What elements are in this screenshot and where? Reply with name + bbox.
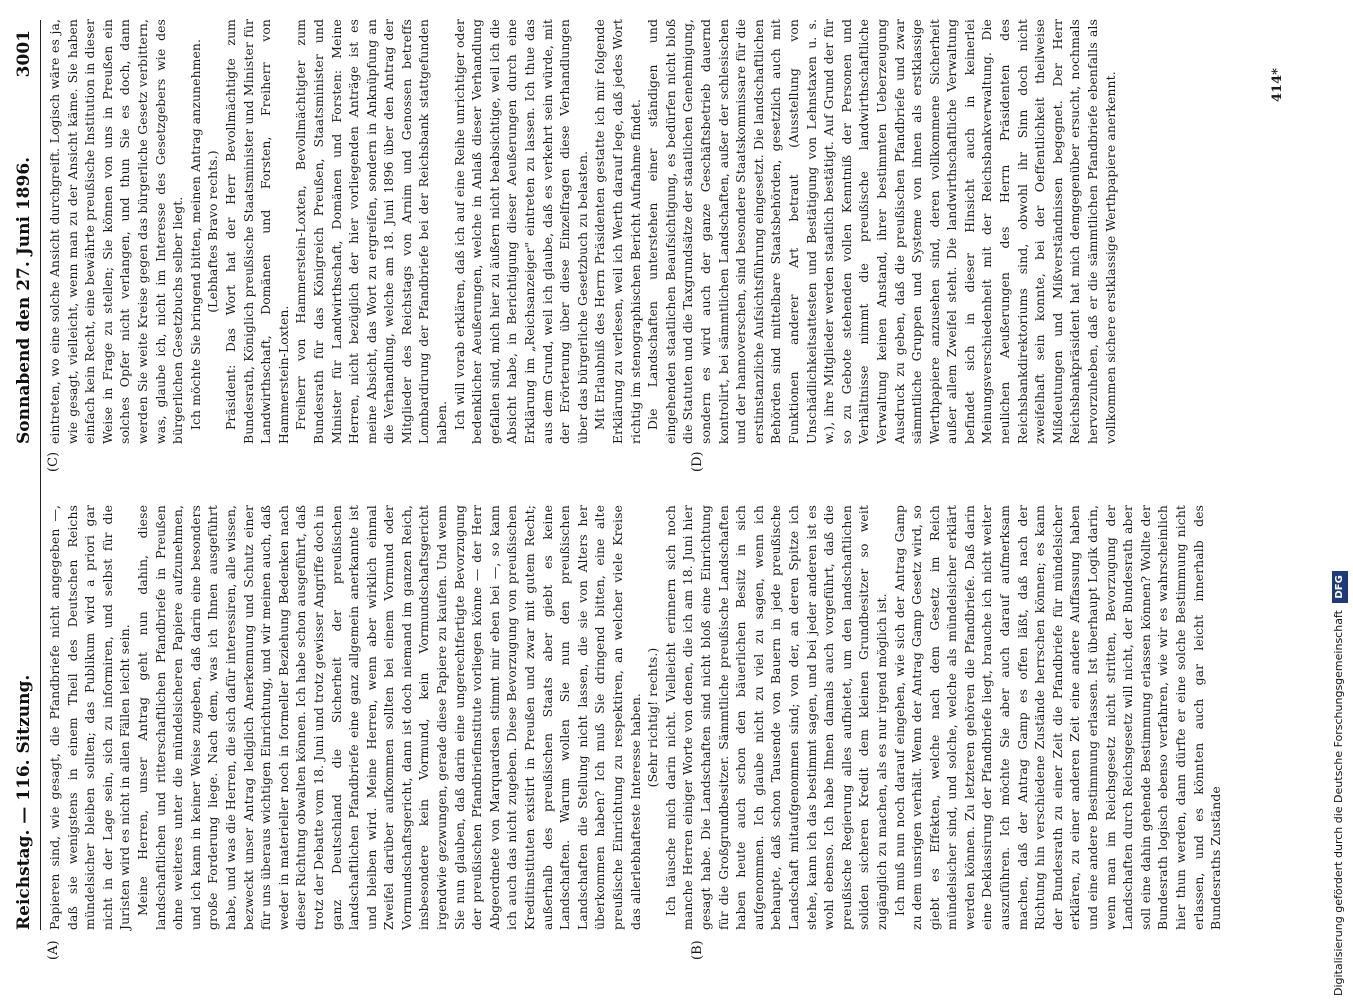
signature-mark: 414* <box>1270 68 1285 102</box>
speaker-paragraph: Präsident: Das Wort hat der Herr Bevollmächtigte zum Bundesrath, Königlich preußische Staatsminister und Minister für Landwirthschaft, Domänen und Forsten, Freiherr von Hammerstein-Loxten. <box>222 19 291 444</box>
running-head <box>8 30 42 930</box>
page-number: 3001 <box>14 30 34 78</box>
credit-text: Digitalisierung gefördert durch die Deutsche Forschungsgemeinschaft <box>1332 610 1345 996</box>
dfg-logo: DFG <box>1332 571 1348 602</box>
speaker-paragraph: Freiherr von Hammerstein-Loxten, Bevollmächtigter zum Bundesrath für das Königreich Preußen, Staatsminister und Minister für Landwirthschaft, Domänen und Forsten: Meine Herren, nicht bezüglich der hier vorliegenden Anträge ist es meine Absicht, das Wort zu ergreifen, sondern in Anknüpfung an die Verhandlung, welche am 18. Juni 1896 über den Antrag der Mitglieder des Reichstags von Arnim und Genossen betreffs Lombardirung der Pfandbriefe bei der Reichsbank stattgefunden haben. <box>293 19 450 444</box>
paragraph: Papieren sind, wie gesagt, die Pfandbriefe nicht angegeben —, daß sie wenigstens in einem Theil des Deutschen Reichs mündelsicher bleiben sollten; das Publikum wird a priori gar nicht in der Lage sein, sich zu informiren, und selbst für die Juristen wird es nicht in allen Fällen leicht sein. <box>47 505 133 930</box>
right-column <box>46 19 1276 444</box>
interjection: (Sehr richtig! rechts.) <box>645 647 661 788</box>
header-rule <box>40 20 41 930</box>
margin-mark-c: (C) <box>46 451 61 472</box>
paragraph: eintreten, wo eine solche Ansicht durchgreift. Logisch wäre es ja, wie gesagt, vielleicht, wenn man zu der Ansicht käme. Sie haben einfach kein Recht, eine bewährte preußische Institution in dieser Weise in Frage zu stellen; Sie können von uns in Preußen ein solches Opfer nicht verlangen, und thun Sie es doch, dann werden Sie weite Kreise gegen das bürgerliche Gesetz verbittern, was, glaube ich, nicht im Interesse des Gesetzgebers wie des bürgerlichen Gesetzbuchs selber liegt. <box>47 19 186 444</box>
digitization-credit <box>1328 6 1350 996</box>
margin-mark-b: (B) <box>690 940 705 960</box>
margin-mark-d: (D) <box>690 451 705 472</box>
left-column <box>46 505 1276 930</box>
paragraph: Ich muß nun noch darauf eingehen, wie sich der Antrag Gamp zu dem unsrigen verhält. Wenn der Antrag Gamp Gesetz wird, so giebt es Effekten, welche nach dem Gesetz im Reich mündelsicher sind, und solche, welche als mündelsicher erklärt werden können. Zu letzteren gehören die Pfandbriefe. Daß darin eine Deklassirung der Pfandbriefe liegt, brauche ich nicht weiter auszuführen. Ich möchte Sie aber auch darauf aufmerksam machen, daß der Antrag Gamp es offen läßt, daß nach der Richtung hin verschiedene Zustände herrschen können; es kann der Bundesrath zu einer Zeit die Pfandbriefe für mündelsicher erklären, zu einer anderen Zeit eine andere Auffassung haben und eine andere Bestimmung erlassen. Ist überhaupt Logik darin, wenn man im Reichsgesetz nicht stritten, Bevorzugung der Landschaften durch Reichsgesetz will nicht, der Bundesrath aber soll eine dahin gehende Bestimmung erlassen können? Wollte der Bundesrath logisch ebenso verfahren, wie wir es wahrscheinlich hier thun werden, dann dürfte er eine solche Bestimmung nicht erlassen, und es könnten auch gar leicht innerhalb des Bundesraths Zustände <box>891 505 1224 930</box>
margin-mark-a: (A) <box>46 940 61 960</box>
paragraph: Mit Erlaubniß des Herrn Präsidenten gestatte ich mir folgende Erklärung zu verlesen, weil ich Werth darauf lege, daß jedes Wort richtig im stenographischen Bericht Aufnahme findet. <box>592 19 643 444</box>
paragraph: Ich möchte Sie bringend bitten, meinen Antrag anzunehmen. <box>187 38 203 430</box>
running-head-left: Reichstag. — 116. Sitzung. <box>14 674 34 930</box>
paragraph: Die Landschaften unterstehen einer ständigen und eingehenden staatlichen Beaufsichtigung, es bedürfen nicht bloß die Statuten und die Taxgrundsätze der staatlichen Genehmigung, sondern es wird auch der ganze Geschäftsbetrieb dauernd kontrolirt, bei sämmtlichen Landschaften, außer der schlesischen und der hannoverschen, sind besondere Staatskommissare für die erstinstanzliche Aufsichtsführung eingesetzt. Die landschaftlichen Behörden sind mittelbare Staatsbehörden, gesetzlich auch mit Funktionen anderer Art betraut (Ausstellung von Unschädlichkeitsattesten und Bestätigung von Lehnstaxen u. s. w.), ihre Mitglieder werden staatlich bestätigt. Auf Grund der für so zu Gebote stehenden vollen Kenntniß der Personen und Verhältnisse nimmt die preußische landwirthschaftliche Verwaltung keinen Anstand, ihrer bestimmten Ueberzeugung Ausdruck zu geben, daß die preußischen Pfandbriefe und zwar sämmtliche Gruppen und Systeme von ihnen als erstklassige Werthpapiere anzusehen sind, deren vollkommene Sicherheit außer allem Zweifel steht. Die landwirthschaftliche Verwaltung befindet sich in dieser Hinsicht auch in keinerlei Meinungsverschiedenheit mit der Reichsbankverwaltung. Die neulichen Aeußerungen des Herrn Präsidenten des Reichsbankdirektoriums sind, obwohl ihr Sinn doch nicht zweifelhaft sein konnte, bei der Oeffentlichkeit theilweise Mißdeutungen und Mißverständnissen begegnet. Der Herr Reichsbankpräsident hat mich demgegenüber ersucht, nochmals hervorzuheben, daß er die sämmtlichen Pfandbriefe ebenfalls als vollkommen sichere erstklassige Werthpapiere anerkennt. <box>645 19 1118 444</box>
paragraph: Ich täusche mich darin nicht. Vielleicht erinnern sich noch manche Herren einiger Worte von denen, die ich am 18. Juni hier gesagt habe. Die Landschaften sind nicht bloß eine Einrichtung für die Großgrundbesitzer. Sämmtliche preußische Landschaften haben heute auch schon den bäuerlichen Besitz in sich aufgenommen. Ich glaube nicht zu viel zu sagen, wenn ich behaupte, daß schon Tausende von Bauern in jede preußische Landschaft mitaufgenommen sind; von der, an deren Spitze ich stehe, kann ich das bestimmt sagen, und bei jeder anderen ist es wohl ebenso. Ich habe Ihnen damals auch vorgeführt, daß die preußische Regierung alles aufbietet, um den landschaftlichen soliden sicheren Kredit dem kleinen Grundbesitzer so weit zugänglich zu machen, als es nur irgend möglich ist. <box>662 505 889 930</box>
interjection: (Lebhaftes Bravo rechts.) <box>205 150 221 313</box>
paragraph: Ich will vorab erklären, daß ich auf eine Reihe unrichtiger oder bedenklicher Aeußerungen, welche in Anlaß dieser Verhandlung gefallen sind, mich hier zu äußern nicht beabsichtige, weil ich die Absicht habe, in Berichtigung dieser Aeußerungen durch eine Erklärung im „Reichsanzeiger" eintreten zu lassen. Ich thue das aus dem Grund, weil ich glaube, daß es verkehrt sein würde, mit der Erörterung über diese Einzelfragen diese Verhandlungen über das bürgerliche Gesetzbuch zu belasten. <box>451 19 590 444</box>
running-head-date: Sonnabend den 27. Juni 1896. <box>14 156 34 444</box>
paragraph: Meine Herren, unser Antrag geht nun dahin, diese landschaftlichen und ritterschaftlichen Pfandbriefe in Preußen ohne weiteres unter die mündelsicheren Papiere aufzunehmen, und ich kann in keiner Weise zugeben, daß darin eine besonders große Forderung liege. Nach dem, was ich Ihnen ausgeführt habe, und was die Herren, die sich dafür interessiren, alle wissen, bezweckt unser Antrag lediglich Anerkennung und Schutz einer für uns überaus wichtigen Einrichtung, und wir meinen auch, daß weder in materieller noch in formeller Beziehung Bedenken nach dieser Richtung obwalten können. Ich habe schon ausgeführt, daß trotz der Debatte vom 18. Juni und trotz gewisser Angriffe doch in ganz Deutschland die Sicherheit der preußischen landschaftlichen Pfandbriefe eine ganz allgemein anerkannte ist und bleiben wird. Meine Herren, wenn aber wirklich einmal Zweifel darüber aufkommen sollten bei einem Vormund oder Vormundschaftsgericht, dann ist doch niemand im ganzen Reich, insbesondere kein Vormund, kein Vormundschaftsgericht irgendwie gezwungen, gerade diese Papiere zu kaufen. Und wenn Sie nun glauben, daß darin eine ungerechtfertigte Bevorzugung der preußischen Pfandbriefinstitute vorliegen könne — der Herr Abgeordnete von Marquardsen stimmt mir eben bei —, so kann ich auch das nicht zugeben. Diese Bevorzugung von preußischen Kreditinstituten existirt in Preußen und zwar mit gutem Recht; außerhalb des preußischen Staats aber giebt es keine Landschaften. Warum wollen Sie nun den preußischen Landschaften die Stellung nicht lassen, die sie von Alters her überkommen haben? Ich muß Sie dringend bitten, eine alte preußische Einrichtung zu respektiren, an welcher viele Kreise das allerlebhafteste Interesse haben. <box>134 505 643 930</box>
